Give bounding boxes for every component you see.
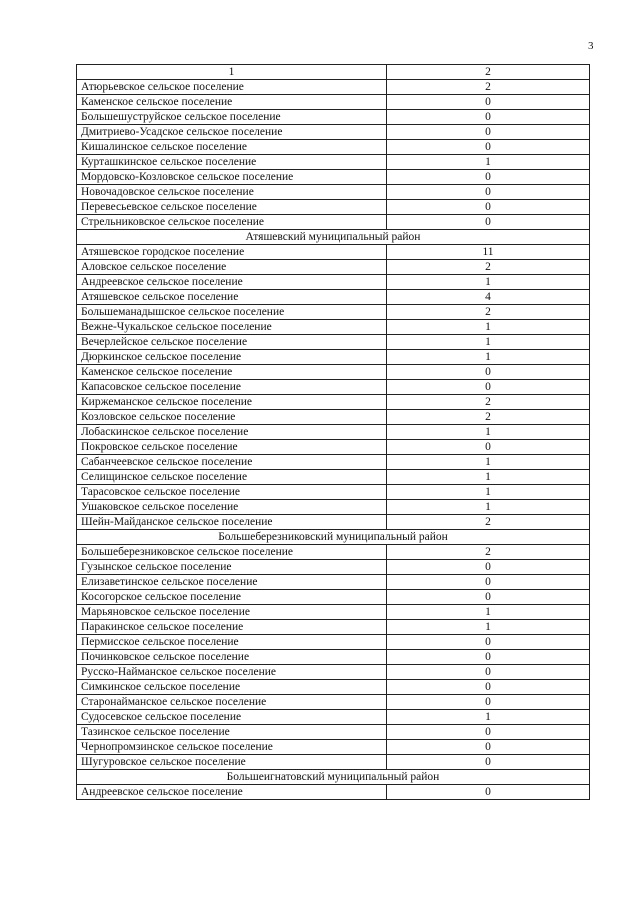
settlement-name: Стрельниковское сельское поселение	[77, 215, 387, 230]
table-row	[77, 455, 590, 470]
table-row	[77, 650, 590, 665]
table-row	[77, 185, 590, 200]
settlement-name: Вечерлейское сельское поселение	[77, 335, 387, 350]
table-row	[77, 605, 590, 620]
settlement-value: 0	[387, 140, 590, 155]
settlement-name: Атяшевское городское поселение	[77, 245, 387, 260]
district-header-row	[77, 770, 590, 785]
settlement-name: Судосевское сельское поселение	[77, 710, 387, 725]
settlement-name: Покровское сельское поселение	[77, 440, 387, 455]
settlement-value: 1	[387, 335, 590, 350]
table-row	[77, 485, 590, 500]
settlement-name: Ушаковское сельское поселение	[77, 500, 387, 515]
settlement-name: Андреевское сельское поселение	[77, 275, 387, 290]
table-header-row	[77, 65, 590, 80]
table-row	[77, 680, 590, 695]
table-row	[77, 365, 590, 380]
settlement-value: 1	[387, 620, 590, 635]
header-col-1: 1	[77, 65, 387, 80]
settlement-value: 2	[387, 545, 590, 560]
settlement-name: Сабанчеевское сельское поселение	[77, 455, 387, 470]
settlement-value: 2	[387, 260, 590, 275]
settlement-name: Перевесьевское сельское поселение	[77, 200, 387, 215]
settlement-name: Тарасовское сельское поселение	[77, 485, 387, 500]
settlement-name: Шейн-Майданское сельское поселение	[77, 515, 387, 530]
settlement-name: Вежне-Чукальское сельское поселение	[77, 320, 387, 335]
settlement-name: Аловское сельское поселение	[77, 260, 387, 275]
table-row	[77, 125, 590, 140]
settlement-name: Тазинское сельское поселение	[77, 725, 387, 740]
table-row	[77, 500, 590, 515]
settlement-name: Кишалинское сельское поселение	[77, 140, 387, 155]
settlement-name: Русско-Найманское сельское поселение	[77, 665, 387, 680]
table-row	[77, 320, 590, 335]
settlement-name: Новочадовское сельское поселение	[77, 185, 387, 200]
table-row	[77, 755, 590, 770]
table-row	[77, 140, 590, 155]
settlement-value: 0	[387, 95, 590, 110]
table-row	[77, 275, 590, 290]
settlement-value: 2	[387, 515, 590, 530]
settlements-table	[76, 64, 590, 800]
table-row	[77, 440, 590, 455]
settlement-name: Киржеманское сельское поселение	[77, 395, 387, 410]
table-row	[77, 560, 590, 575]
table-row	[77, 245, 590, 260]
settlement-name: Мордовско-Козловское сельское поселение	[77, 170, 387, 185]
table-row	[77, 620, 590, 635]
settlement-value: 0	[387, 665, 590, 680]
settlement-value: 1	[387, 710, 590, 725]
settlement-value: 0	[387, 110, 590, 125]
table-row	[77, 380, 590, 395]
table-row	[77, 470, 590, 485]
settlement-value: 1	[387, 275, 590, 290]
settlement-value: 11	[387, 245, 590, 260]
settlement-name: Гузынское сельское поселение	[77, 560, 387, 575]
settlement-value: 0	[387, 365, 590, 380]
settlement-name: Андреевское сельское поселение	[77, 785, 387, 800]
settlement-value: 0	[387, 680, 590, 695]
settlement-name: Большеберезниковское сельское поселение	[77, 545, 387, 560]
table-row	[77, 410, 590, 425]
table-row	[77, 155, 590, 170]
table-row	[77, 545, 590, 560]
settlement-value: 2	[387, 395, 590, 410]
table-row	[77, 170, 590, 185]
table-row	[77, 695, 590, 710]
table-row	[77, 350, 590, 365]
settlement-value: 1	[387, 350, 590, 365]
table-row	[77, 80, 590, 95]
settlement-name: Елизаветинское сельское поселение	[77, 575, 387, 590]
district-name: Большеигнатовский муниципальный район	[77, 770, 590, 785]
settlement-value: 2	[387, 305, 590, 320]
settlement-value: 0	[387, 215, 590, 230]
table-row	[77, 635, 590, 650]
settlement-value: 0	[387, 590, 590, 605]
district-name: Атяшевский муниципальный район	[77, 230, 590, 245]
settlement-value: 0	[387, 635, 590, 650]
settlement-value: 1	[387, 485, 590, 500]
table-row	[77, 740, 590, 755]
district-header-row	[77, 530, 590, 545]
table-row	[77, 575, 590, 590]
settlement-value: 1	[387, 320, 590, 335]
table-row	[77, 665, 590, 680]
settlement-value: 1	[387, 455, 590, 470]
table-row	[77, 710, 590, 725]
table-row	[77, 290, 590, 305]
settlement-value: 0	[387, 695, 590, 710]
settlement-value: 0	[387, 170, 590, 185]
settlement-value: 1	[387, 470, 590, 485]
settlement-name: Каменское сельское поселение	[77, 365, 387, 380]
settlement-value: 0	[387, 440, 590, 455]
settlement-name: Косогорское сельское поселение	[77, 590, 387, 605]
settlement-value: 4	[387, 290, 590, 305]
settlement-value: 1	[387, 500, 590, 515]
settlement-name: Марьяновское сельское поселение	[77, 605, 387, 620]
table-row	[77, 305, 590, 320]
settlement-name: Пермисское сельское поселение	[77, 635, 387, 650]
settlement-name: Курташкинское сельское поселение	[77, 155, 387, 170]
settlement-name: Шугуровское сельское поселение	[77, 755, 387, 770]
table-row	[77, 335, 590, 350]
settlement-name: Капасовское сельское поселение	[77, 380, 387, 395]
settlement-name: Селищинское сельское поселение	[77, 470, 387, 485]
settlement-value: 2	[387, 410, 590, 425]
table-row	[77, 395, 590, 410]
table-row	[77, 215, 590, 230]
settlement-value: 0	[387, 650, 590, 665]
table-row	[77, 110, 590, 125]
header-col-2: 2	[387, 65, 590, 80]
district-header-row	[77, 230, 590, 245]
table-row	[77, 785, 590, 800]
settlement-name: Дмитриево-Усадское сельское поселение	[77, 125, 387, 140]
settlement-value: 0	[387, 725, 590, 740]
settlement-value: 0	[387, 575, 590, 590]
settlement-name: Атюрьевское сельское поселение	[77, 80, 387, 95]
table-row	[77, 425, 590, 440]
settlement-value: 1	[387, 155, 590, 170]
table-row	[77, 95, 590, 110]
settlement-value: 0	[387, 785, 590, 800]
settlement-value: 1	[387, 425, 590, 440]
settlement-value: 0	[387, 755, 590, 770]
settlement-name: Каменское сельское поселение	[77, 95, 387, 110]
table-row	[77, 260, 590, 275]
settlement-value: 0	[387, 380, 590, 395]
settlement-name: Паракинское сельское поселение	[77, 620, 387, 635]
settlement-name: Лобаскинское сельское поселение	[77, 425, 387, 440]
district-name: Большеберезниковский муниципальный район	[77, 530, 590, 545]
settlement-name: Симкинское сельское поселение	[77, 680, 387, 695]
page-number: 3	[588, 40, 594, 52]
settlement-value: 0	[387, 200, 590, 215]
settlement-name: Козловское сельское поселение	[77, 410, 387, 425]
table-row	[77, 725, 590, 740]
table-row	[77, 590, 590, 605]
settlement-name: Большешуструйское сельское поселение	[77, 110, 387, 125]
settlement-value: 0	[387, 560, 590, 575]
settlement-value: 0	[387, 185, 590, 200]
settlement-value: 1	[387, 605, 590, 620]
settlement-name: Починковское сельское поселение	[77, 650, 387, 665]
settlement-name: Старонайманское сельское поселение	[77, 695, 387, 710]
settlement-name: Атяшевское сельское поселение	[77, 290, 387, 305]
settlement-value: 0	[387, 125, 590, 140]
settlement-name: Чернопромзинское сельское поселение	[77, 740, 387, 755]
table-row	[77, 515, 590, 530]
table-row	[77, 200, 590, 215]
settlement-name: Дюркинское сельское поселение	[77, 350, 387, 365]
settlement-value: 0	[387, 740, 590, 755]
settlement-value: 2	[387, 80, 590, 95]
settlement-name: Большеманадышское сельское поселение	[77, 305, 387, 320]
